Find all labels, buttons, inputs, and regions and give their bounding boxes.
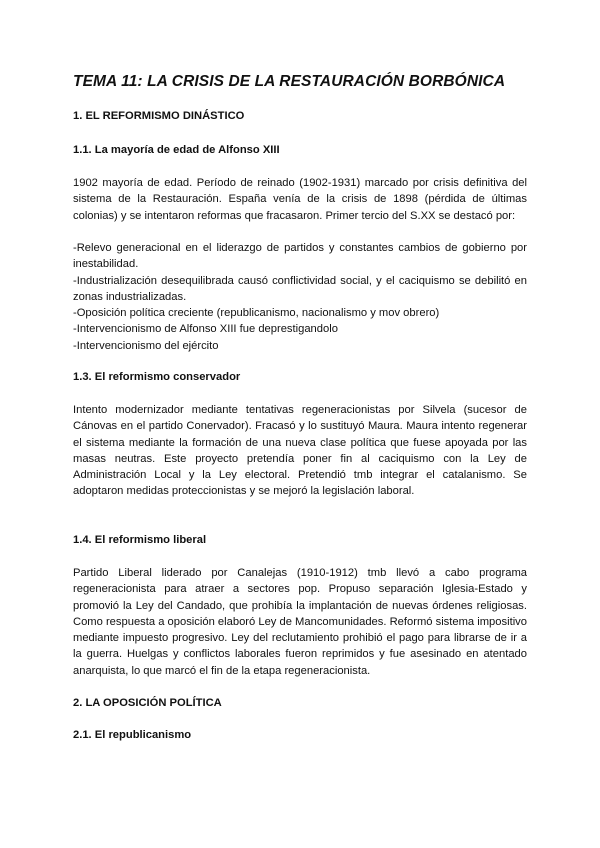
subsection-1-1-list — [73, 240, 527, 354]
list-item: -Relevo generacional en el liderazgo de partidos y constantes cambios de gobierno por inestabilidad. — [73, 242, 527, 271]
subsection-1-3-heading: 1.3. El reformismo conservador — [73, 371, 241, 383]
subsection-1-3-text: Intento modernizador mediante tentativas regeneracionistas por Silvela (sucesor de Cánovas en el partido Conervador). Fracasó y lo sustituyó Maura. Maura intento regenerar el sistema mediante la formación de una nueva clase política que fuese apoyada por las masas neutras. Este proyecto pretendía poner fin al caciquismo con la Ley de Administración Local y la Ley electoral. Pretendió tmb integrar el catalanismo. Se adoptaron medidas proteccionistas y se mejoró la legislación laboral. — [73, 404, 527, 498]
section-2-heading: 2. LA OPOSICIÓN POLÍTICA — [73, 697, 222, 709]
subsection-1-1-heading: 1.1. La mayoría de edad de Alfonso XIII — [73, 144, 280, 156]
section-1-heading: 1. EL REFORMISMO DINÁSTICO — [73, 110, 245, 122]
subsection-1-1-intro: 1902 mayoría de edad. Período de reinado (1902-1931) marcado por crisis definitiva del sistema de la Restauración. España venía de la crisis de 1898 (pérdida de últimas colonias) y se intentaron reformas que fracasaron. Primer tercio del S.XX se destacó por: — [73, 177, 527, 222]
list-item: -Industrialización desequilibrada causó conflictividad social, y el caciquismo se debilitó en zonas industrializadas. — [73, 274, 527, 303]
list-item: -Intervencionismo de Alfonso XIII fue deprestigandolo — [73, 323, 338, 336]
document-title: TEMA 11: LA CRISIS DE LA RESTAURACIÓN BORBÓNICA — [73, 73, 506, 90]
subsection-2-1-heading: 2.1. El republicanismo — [73, 729, 192, 741]
list-item: -Intervencionismo del ejército — [73, 339, 219, 352]
subsection-1-4-heading: 1.4. El reformismo liberal — [73, 534, 207, 546]
subsection-1-4-text: Partido Liberal liderado por Canalejas (1910-1912) tmb llevó a cabo programa regeneracionista para atraer a sectores pop. Propuso separación Iglesia-Estado y promovió la Ley del Candado, que prohibía la implantación de nuevas órdenes religiosas. Como respuesta a oposición elaboró Ley de Mancomunidades. Reformó sistema impositivo mediante impuesto progresivo. Ley del reclutamiento prohibió el pago para librarse de ir a la guerra. Huelgas y conflictos laborales fueron reprimidos y fue asesinado en atentado anarquista, lo que marcó el fin de la etapa regeneracionista. — [73, 567, 527, 677]
list-item: -Oposición política creciente (republicanismo, nacionalismo y mov obrero) — [73, 307, 440, 320]
